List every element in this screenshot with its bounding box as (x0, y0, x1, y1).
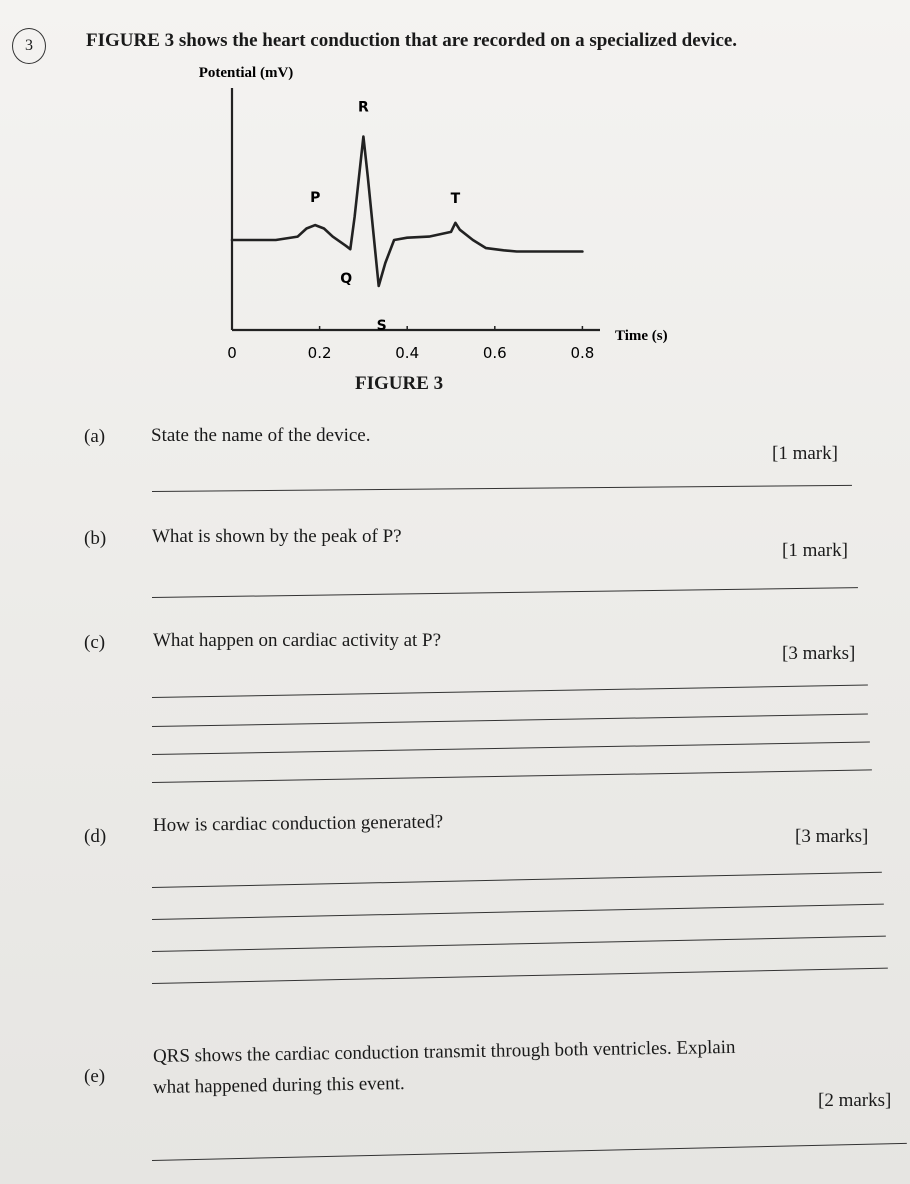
question-e-text-line2: what happened during this event. (152, 1073, 405, 1098)
question-a-marks: [1 mark] (772, 443, 838, 464)
ecg-trace-line (232, 137, 582, 287)
wave-label-t: T (450, 190, 461, 207)
question-c-marks: [3 marks] (782, 643, 856, 664)
question-d-marks: [3 marks] (795, 826, 869, 847)
question-d-label: (d) (84, 826, 107, 847)
answer-line-c1[interactable] (152, 685, 868, 698)
wave-label-r: R (358, 99, 369, 116)
x-tick-label: 0.4 (395, 344, 420, 362)
question-b-label: (b) (84, 528, 107, 549)
x-tick-label: 0.6 (482, 344, 507, 362)
question-c-label: (c) (84, 632, 106, 653)
question-e-label: (e) (84, 1066, 106, 1087)
question-e-marks: [2 marks] (818, 1090, 892, 1111)
answer-line-d1[interactable] (152, 872, 882, 888)
answer-line-c2[interactable] (152, 714, 868, 727)
question-a-label: (a) (84, 426, 106, 447)
question-c-text: What happen on cardiac activity at P? (153, 630, 442, 651)
figure-caption: FIGURE 3 (355, 373, 444, 394)
answer-line-c4[interactable] (152, 769, 872, 783)
wave-label-q: Q (340, 271, 353, 288)
answer-line-e1[interactable] (152, 1143, 907, 1161)
question-a-text: State the name of the device. (151, 425, 371, 446)
question-intro: FIGURE 3 shows the heart conduction that are recorded on a specialized device. (86, 30, 738, 51)
answer-line-d4[interactable] (152, 968, 888, 984)
question-d-text: How is cardiac conduction generated? (152, 811, 444, 836)
ecg-chart (0, 0, 910, 400)
x-tick-label: 0.8 (570, 344, 595, 362)
x-tick-label: 0 (227, 344, 237, 362)
question-number-badge: 3 (12, 28, 46, 64)
wave-label-p: P (310, 190, 321, 207)
answer-line-c3[interactable] (152, 741, 870, 755)
answer-line-b1[interactable] (152, 587, 858, 598)
question-b-marks: [1 mark] (782, 540, 848, 561)
x-tick-label: 0.2 (307, 344, 332, 362)
x-axis-label: Time (s) (615, 328, 668, 344)
y-axis-label: Potential (mV) (198, 65, 294, 81)
answer-line-d2[interactable] (152, 904, 884, 920)
question-e-text-line1: QRS shows the cardiac conduction transmit through both ventricles. Explain (152, 1036, 736, 1067)
answer-line-d3[interactable] (152, 936, 886, 952)
answer-line-a1[interactable] (152, 485, 852, 492)
question-b-text: What is shown by the peak of P? (152, 526, 402, 547)
wave-label-s: S (376, 318, 387, 334)
